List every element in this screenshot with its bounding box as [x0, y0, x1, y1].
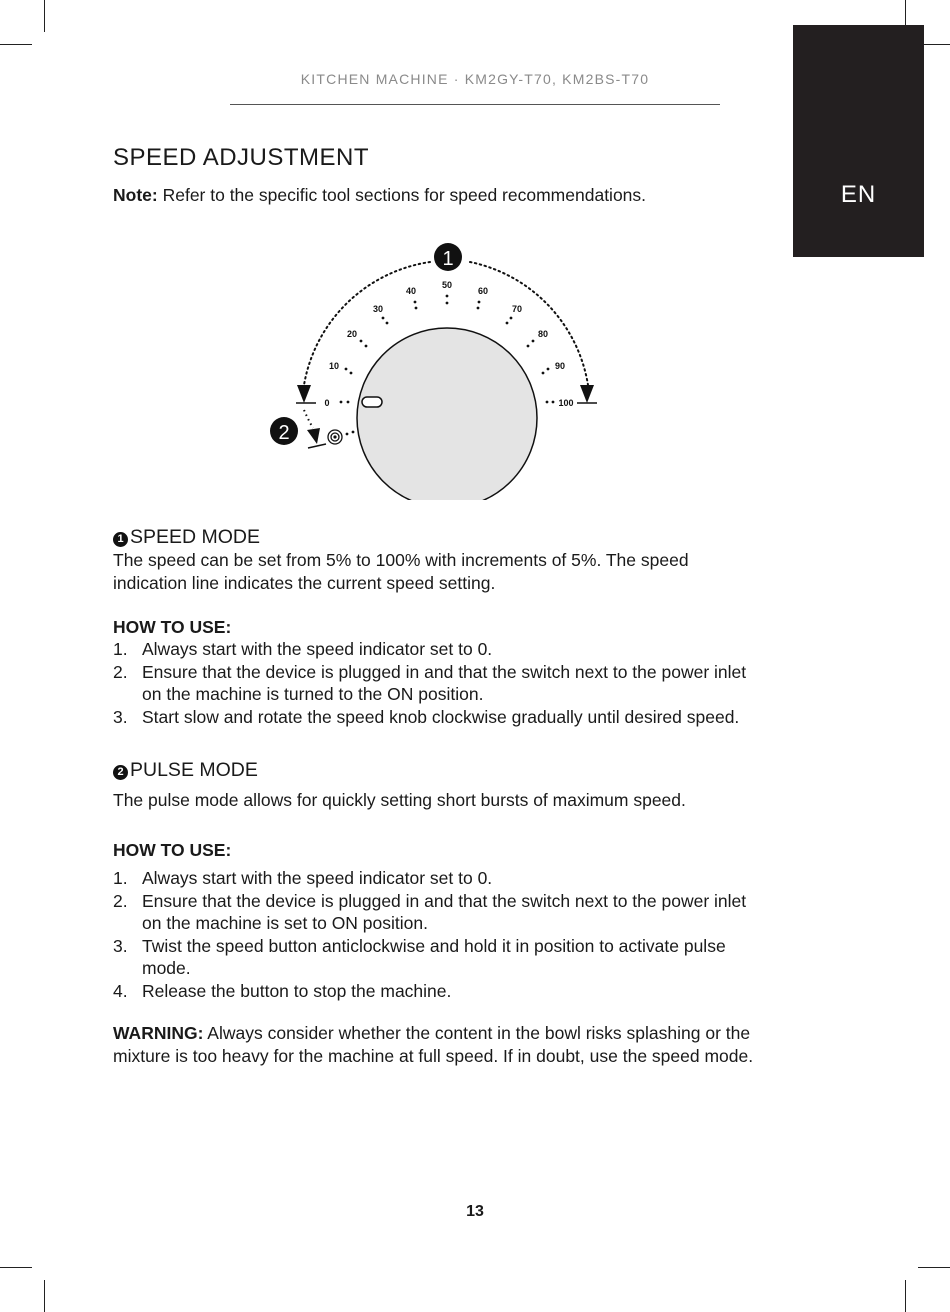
crop-mark: [0, 1267, 32, 1268]
speed-dial-diagram: [260, 230, 620, 500]
speed-mode-steps: [113, 638, 793, 728]
list-item: [113, 867, 793, 890]
speed-mode-how-to-label: HOW TO USE:: [113, 617, 232, 637]
pulse-dot: [346, 433, 349, 436]
pulse-mode-heading: [113, 759, 258, 782]
callout-2-number: 2: [278, 422, 290, 444]
pulse-mode-marker: 2: [113, 765, 128, 780]
warning-paragraph: [113, 1022, 778, 1067]
pulse-arrowhead: [307, 428, 320, 444]
scale-dot: [365, 345, 368, 348]
list-item: [113, 935, 793, 980]
scale-dot: [340, 401, 343, 404]
pulse-mode-title: PULSE MODE: [130, 759, 258, 781]
list-number: 2.: [113, 661, 128, 682]
scale-dot: [347, 401, 350, 404]
list-text: Ensure that the device is plugged in and that the switch next to the power inlet on the machine is set to ON position.: [142, 890, 747, 933]
scale-label-10: 10: [328, 361, 340, 371]
list-item: [113, 638, 793, 661]
list-text: Ensure that the device is plugged in and that the switch next to the power inlet on the machine is turned to the ON position.: [142, 661, 747, 704]
language-label: EN: [840, 181, 877, 208]
scale-label-90: 90: [554, 361, 566, 371]
scale-dot: [382, 317, 385, 320]
scale-label-0: 0: [324, 398, 330, 408]
language-tab: [793, 25, 924, 257]
pulse-arc: [304, 410, 313, 428]
scale-label-40: 40: [405, 286, 417, 296]
crop-mark: [44, 0, 45, 32]
scale-dot: [532, 340, 535, 343]
warning-text: Always consider whether the content in the bowl risks splashing or the mixture is too heavy for the machine at full speed. If in doubt, use the speed mode.: [113, 1023, 754, 1066]
scale-dot: [360, 340, 363, 343]
scale-dot: [415, 307, 418, 310]
list-number: 1.: [113, 639, 128, 659]
scale-dot: [547, 368, 550, 371]
scale-dot: [386, 322, 389, 325]
scale-dot: [446, 302, 449, 305]
list-number: 1.: [113, 868, 128, 888]
crop-mark: [44, 1280, 45, 1312]
list-number: 4.: [113, 980, 128, 1001]
note-paragraph: [113, 184, 646, 207]
scale-dot: [542, 372, 545, 375]
scale-label-20: 20: [346, 329, 358, 339]
list-text: Always start with the speed indicator set to 0.: [142, 639, 493, 659]
list-text: Release the button to stop the machine.: [142, 980, 452, 1001]
note-label: Note:: [113, 185, 158, 205]
scale-dot: [527, 345, 530, 348]
arrowhead-right: [580, 385, 594, 403]
running-header: KITCHEN MACHINE · KM2GY-T70, KM2BS-T70: [300, 71, 650, 87]
pulse-mode-how-to-label: HOW TO USE:: [113, 840, 232, 860]
list-number: 2.: [113, 890, 128, 911]
list-number: 3.: [113, 935, 128, 956]
pulse-stop: [308, 444, 326, 448]
scale-dot: [546, 401, 549, 404]
header-divider: [230, 104, 720, 105]
scale-label-50: 50: [441, 280, 453, 290]
page-number: 13: [466, 1203, 484, 1220]
scale-dot: [345, 368, 348, 371]
speed-knob: [357, 328, 537, 500]
list-text: Twist the speed button anticlockwise and hold it in position to activate pulse mode.: [142, 935, 726, 978]
pulse-icon: [328, 430, 342, 444]
scale-label-30: 30: [372, 304, 384, 314]
note-text: Refer to the specific tool sections for speed recommendations.: [157, 185, 647, 205]
page-title: SPEED ADJUSTMENT: [113, 144, 370, 171]
scale-label-60: 60: [477, 286, 489, 296]
scale-dot: [506, 322, 509, 325]
speed-mode-heading: [113, 526, 260, 549]
scale-dot: [446, 295, 449, 298]
pulse-dot: [352, 431, 355, 434]
list-item: [113, 706, 793, 729]
scale-dot: [510, 317, 513, 320]
arrowhead-left: [297, 385, 311, 403]
scale-dot: [552, 401, 555, 404]
scale-label-80: 80: [537, 329, 549, 339]
list-item: [113, 890, 793, 935]
speed-indicator-line: [362, 397, 382, 407]
scale-dot: [478, 301, 481, 304]
crop-mark: [905, 1280, 906, 1312]
crop-mark: [0, 44, 32, 45]
scale-dot: [477, 307, 480, 310]
speed-mode-description: The speed can be set from 5% to 100% with increments of 5%. The speed indication line indicates the current speed setting.: [113, 550, 689, 593]
callout-1-number: 1: [442, 248, 454, 270]
warning-label: WARNING:: [113, 1023, 204, 1043]
scale-dot: [414, 301, 417, 304]
scale-label-70: 70: [511, 304, 523, 314]
list-item: [113, 980, 793, 1003]
pulse-mode-description: The pulse mode allows for quickly setting short bursts of maximum speed.: [113, 790, 686, 810]
list-text: Always start with the speed indicator set to 0.: [142, 868, 493, 888]
speed-mode-title: SPEED MODE: [130, 526, 261, 548]
list-text: Start slow and rotate the speed knob clockwise gradually until desired speed.: [142, 706, 740, 727]
scale-dot: [350, 372, 353, 375]
pulse-mode-steps: [113, 867, 793, 1002]
speed-mode-marker: 1: [113, 532, 128, 547]
scale-label-100: 100: [558, 398, 574, 408]
list-number: 3.: [113, 706, 128, 727]
list-item: [113, 661, 793, 706]
crop-mark: [918, 1267, 950, 1268]
